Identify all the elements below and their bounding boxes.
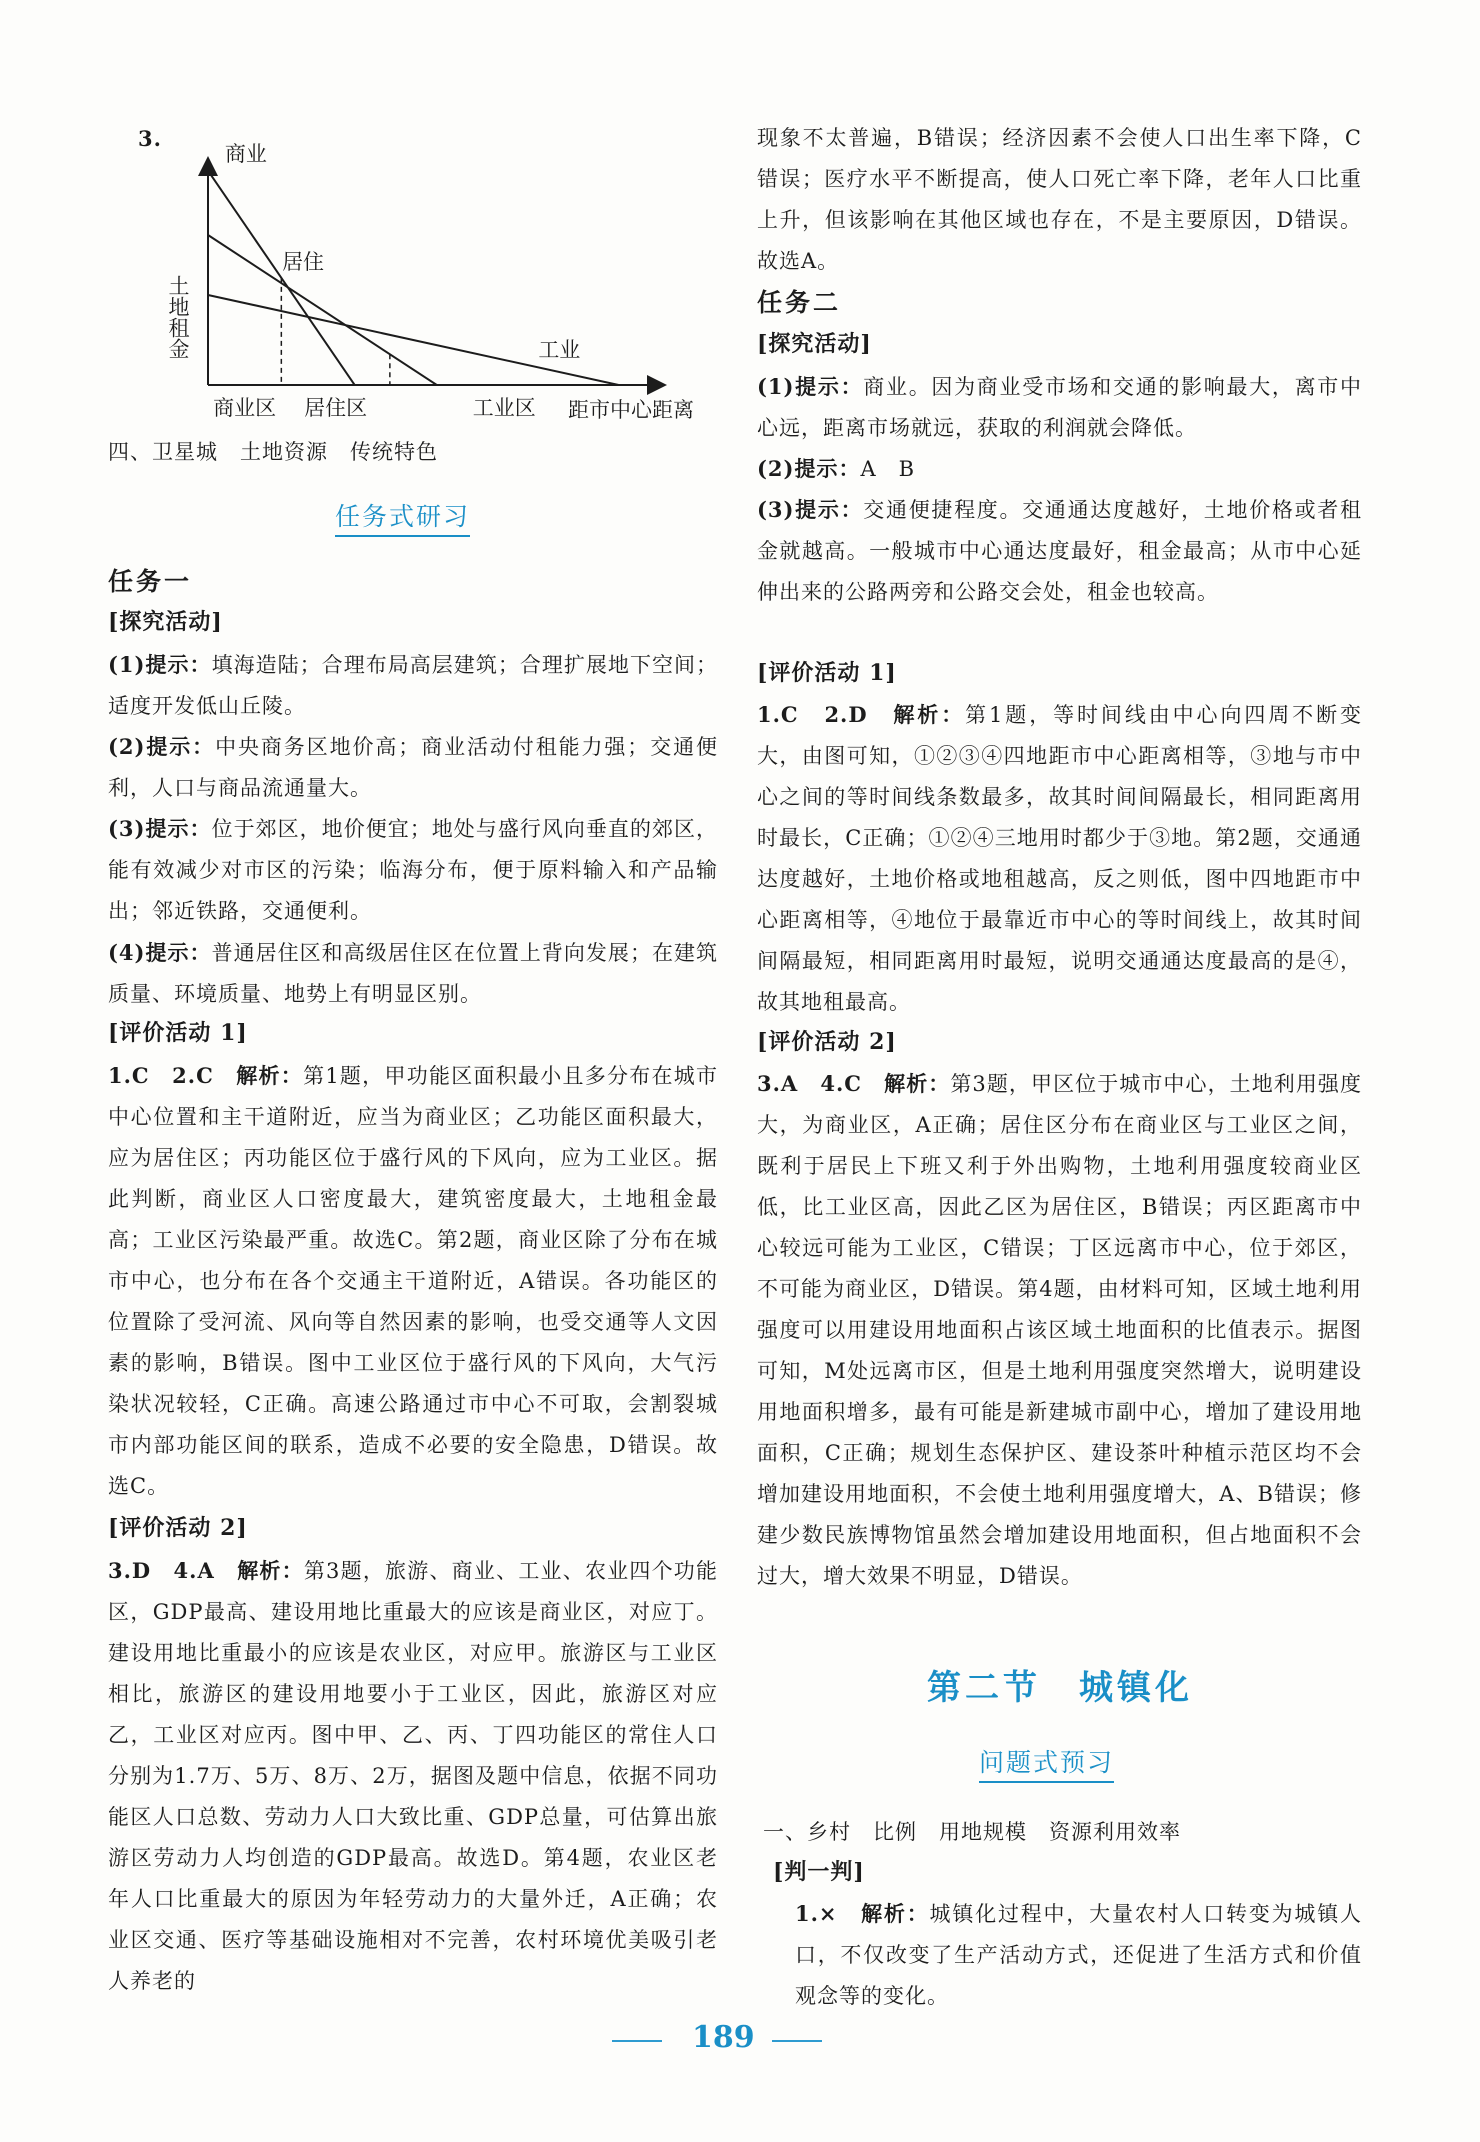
- eval-1-answer-2: 1.C 2.D 解析：第1题，等时间线由中心向四周不断变大，由图可知，①②③④四地距市中心距离相等，③地与市中心之间的等时间线条数最多，故其时间间隔最长，相同距离用时最长，C正确；①②④三地用时都少于③地。第2题，交通通达度越好，土地价格或地租越高，反之则低，图中四地距市中心距离相等，④地位于最靠近市中心的等时间线上，故其时间间隔最短，相同距离用时最短，说明交通通达度最高的是④，故其地租最高。: [757, 702, 1362, 1014]
- judge-answer-1: 1.× 解析：城镇化过程中，大量农村人口转变为城镇人口，不仅改变了生产活动方式，还促进了生活方式和价值观念等的变化。: [795, 1901, 1362, 2008]
- eval-activity-1-heading-2: [评价活动 1]: [757, 660, 897, 686]
- explore-answer-3: (3)提示：位于郊区，地价便宜；地处与盛行风向垂直的郊区，能有效减少对市区的污染；临海分布，便于原料输入和产品输出；邻近铁路，交通便利。: [108, 816, 719, 923]
- zone-label-2: 居住区: [304, 396, 368, 420]
- explore-answer-4: (4)提示：普通居住区和高级居住区在位置上背向发展；在建筑质量、环境质量、地势上有明显区别。: [108, 940, 719, 1006]
- land-rent-chart: [148, 142, 694, 470]
- judge-heading: [判一判]: [773, 1859, 865, 1885]
- series-label-3: 工业: [538, 338, 581, 363]
- explore-answer-2-3: (3)提示：交通便捷程度。交通通达度越好，土地价格或者租金就越高。一般城市中心通达度最好，租金最高；从市中心延伸出来的公路两旁和公路交会处，租金也较高。: [757, 497, 1363, 604]
- eval-2-answer: 3.D 4.A 解析：第3题，旅游、商业、工业、农业四个功能区，GDP最高、建设用地比重最大的应该是商业区，对应丁。建设用地比重最小的应该是农业区，对应甲。旅游区与工业区相比，旅游区的建设用地要小于工业区，因此，旅游区对应乙，工业区对应丙。图中甲、乙、丙、丁四功能区的常住人口分别为1.7万、5万、8万、2万，据图及题中信息，依据不同功能区人口总数、劳动力人口大致比重、GDP总量，可估算出旅游区劳动力人均创造的GDP最高。故选D。第4题，农业区老年人口比重最大的原因为年轻劳动力的大量外迁，A正确；农业区交通、医疗等基础设施相对不完善，农村环境优美吸引老人养老的: [108, 1558, 719, 1993]
- explore-answer-2-2: (2)提示：A B: [757, 456, 916, 481]
- eval-1-answer: 1.C 2.C 解析：第1题，甲功能区面积最小且多分布在城市中心位置和主干道附近，应当为商业区；乙功能区面积最大，应为居住区；丙功能区位于盛行风的下风向，应为工业区。据此判断，商业区人口密度最大，建筑密度最大，土地租金最高；工业区污染最严重。故选C。第2题，商业区除了分布在城市中心，也分布在各个交通主干道附近，A错误。各功能区的位置除了受河流、风向等自然因素的影响，也受交通等人文因素的影响，B错误。图中工业区位于盛行风的下风向，大气污染状况较轻，C正确。高速公路通过市中心不可取，会割裂城市内部功能区间的联系，造成不必要的安全隐患，D错误。故选C。: [108, 1063, 719, 1498]
- zone-label-3: 工业区: [472, 396, 536, 420]
- question-3-label: 3.: [138, 126, 162, 151]
- answer-item-4: 四、卫星城 土地资源 传统特色: [108, 440, 438, 464]
- explore-activity-heading: [探究活动]: [108, 609, 223, 635]
- page-number: 189: [692, 2020, 755, 2055]
- section-problem-preview: 问题式预习: [979, 1743, 1114, 1783]
- page-number-line-right: [772, 2040, 822, 2042]
- explore-answer-2: (2)提示：中央商务区地价高；商业活动付租能力强；交通便利，人口与商品流通量大。: [108, 734, 719, 800]
- page-number-line-left: [612, 2040, 662, 2042]
- series-label-1: 商业: [224, 142, 267, 166]
- eval-activity-2-heading: [评价活动 2]: [108, 1515, 248, 1541]
- task-2-heading: 任务二: [757, 288, 842, 317]
- answer-item-1: 一、乡村 比例 用地规模 资源利用效率: [763, 1820, 1181, 1844]
- x-axis-label: 距市中心距离: [568, 398, 694, 422]
- explore-answer-1: (1)提示：填海造陆；合理布局高层建筑；合理扩展地下空间；适度开发低山丘陵。: [108, 652, 719, 718]
- section-task-study: 任务式研习: [335, 497, 470, 537]
- explore-answer-2-1: (1)提示：商业。因为商业受市场和交通的影响最大，离市中心远，距离市场就远，获取的利润就会降低。: [757, 374, 1363, 440]
- task-1-heading: 任务一: [108, 567, 193, 596]
- continued-answer: 现象不太普遍，B错误；经济因素不会使人口出生率下降，C错误；医疗水平不断提高，使人口死亡率下降，老年人口比重上升，但该影响在其他区域也存在，不是主要原因，D错误。故选A。: [757, 126, 1362, 273]
- section-title-urbanization: 第二节 城镇化: [927, 1668, 1193, 1708]
- y-axis-label: 土地租金: [166, 275, 190, 359]
- eval-activity-2-heading-2: [评价活动 2]: [757, 1029, 897, 1055]
- series-label-2: 居住: [282, 250, 325, 274]
- eval-activity-1-heading: [评价活动 1]: [108, 1020, 248, 1046]
- zone-label-1: 商业区: [213, 396, 277, 420]
- explore-activity-heading-2: [探究活动]: [757, 331, 872, 357]
- eval-2-answer-2: 3.A 4.C 解析：第3题，甲区位于城市中心，土地利用强度大，为商业区，A正确；居住区分布在商业区与工业区之间，既利于居民上下班又利于外出购物，土地利用强度较商业区低，比工业区高，因此乙区为居住区，B错误；丙区距离市中心较远可能为工业区，C错误；丁区远离市中心，位于郊区，不可能为商业区，D错误。第4题，由材料可知，区域土地利用强度可以用建设用地面积占该区域土地面积的比值表示。据图可知，M处远离市区，但是土地利用强度突然增大，说明建设用地面积增多，最有可能是新建城市副中心，增加了建设用地面积，C正确；规划生态保护区、建设茶叶种植示范区均不会增加建设用地面积，不会使土地利用强度增大，A、B错误；修建少数民族博物馆虽然会增加建设用地面积，但占地面积不会过大，增大效果不明显，D错误。: [757, 1071, 1363, 1588]
